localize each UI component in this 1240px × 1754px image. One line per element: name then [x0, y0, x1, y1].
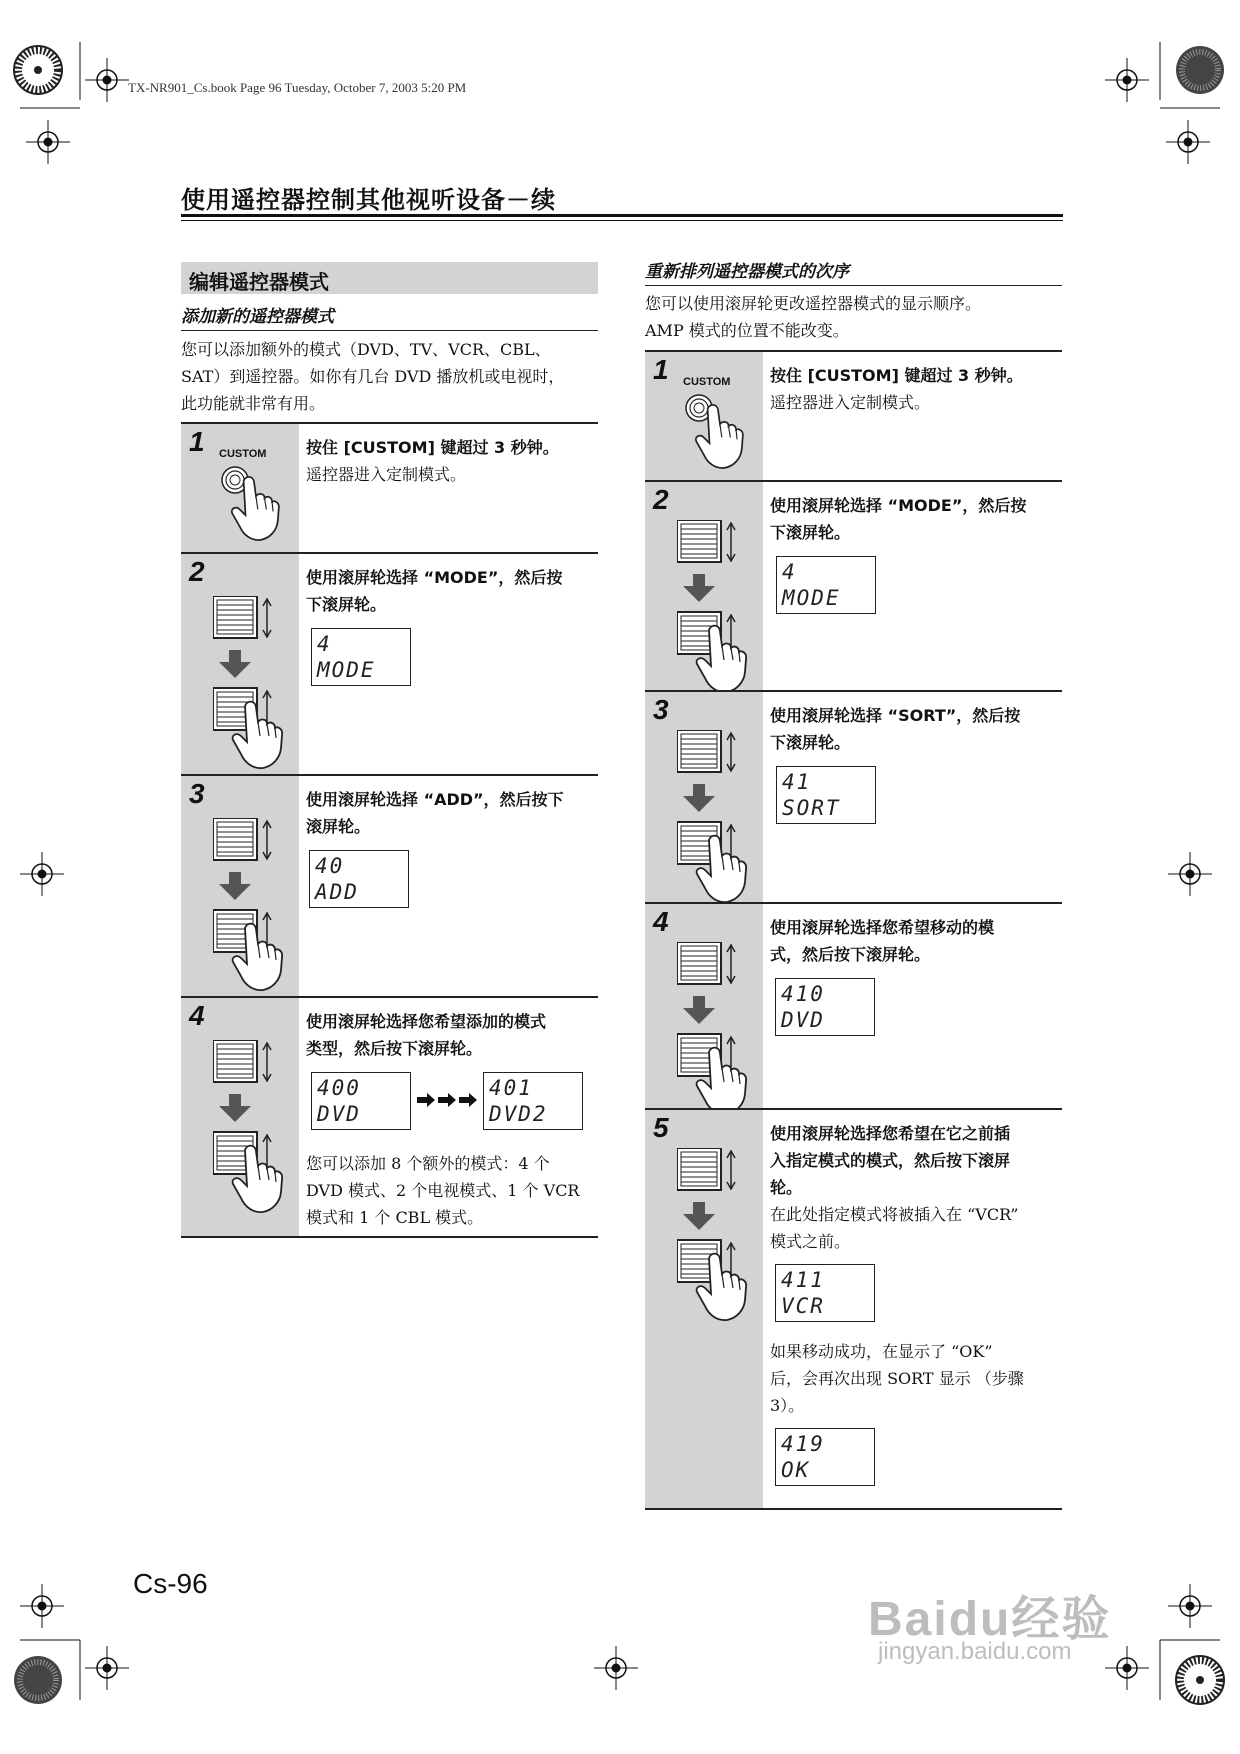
- step-number: 2: [653, 484, 669, 515]
- registration-mark-icon: [26, 120, 70, 164]
- left-intro: 您可以添加额外的模式（DVD、TV、VCR、CBL、 SAT）到遥控器。如你有几台 DVD 播放机或电视时， 此功能就非常有用。: [181, 340, 565, 413]
- right-subhead: 重新排列遥控器模式的次序: [645, 262, 849, 282]
- starburst-icon: [14, 1656, 62, 1704]
- step-number: 4: [653, 906, 669, 937]
- custom-button-press-icon: [681, 390, 761, 480]
- step-number: 3: [653, 694, 669, 725]
- registration-mark-icon: [20, 1584, 64, 1628]
- right-step-1: 1 CUSTOM 按住 [CUSTOM] 键超过 3 秒钟。 遥控器进入定制模式。: [645, 350, 1062, 482]
- scroll-wheel-icon: [677, 730, 767, 902]
- left-step-4: 4 使用滚屏轮选择您希望添加的模式 类型，然后按下滚屏轮。 400 DVD 401 DVD2 您可以添加 8 个额外的模式：4 个 DVD 模式、2 个电视模式、1 个 VCR 模式和 1 个 CBL 模式。: [181, 996, 598, 1238]
- subhead-rule: [181, 330, 598, 331]
- page-title: 使用遥控器控制其他视听设备－续: [181, 186, 556, 214]
- lcd-display: 411 VCR: [775, 1264, 875, 1322]
- scroll-wheel-icon: [677, 942, 767, 1110]
- page-number: Cs-96: [133, 1568, 208, 1599]
- pdf-header: TX-NR901_Cs.book Page 96 Tuesday, October 7, 2003 5:20 PM: [128, 80, 467, 95]
- right-step-5: 5 使用滚屏轮选择您希望在它之前插 入指定模式的模式，然后按下滚屏 轮。 在此处指定模式将被插入在 “VCR” 模式之前。 411 VCR 如果移动成功，在显示了 “OK” 后，会再次出现 SORT 显示 （步骤 3）。 419 OK: [645, 1108, 1062, 1510]
- right-intro: 您可以使用滚屏轮更改遥控器模式的显示顺序。 AMP 模式的位置不能改变。: [645, 294, 982, 340]
- custom-label: CUSTOM: [219, 448, 267, 460]
- lcd-display: 401 DVD2: [483, 1072, 583, 1130]
- step-bottom-rule: [181, 1236, 598, 1238]
- lcd-display: 4 MODE: [776, 556, 876, 614]
- registration-mark-icon: [85, 58, 129, 102]
- left-step-3: 3 使用滚屏轮选择 “ADD”，然后按下 滚屏轮。 40 ADD: [181, 774, 598, 998]
- step-bottom-rule: [645, 1508, 1062, 1510]
- lcd-display: 41 SORT: [776, 766, 876, 824]
- step-number: 3: [189, 778, 205, 809]
- arrow-sequence-icon: [417, 1090, 479, 1110]
- right-step-4: 4 使用滚屏轮选择您希望移动的模 式，然后按下滚屏轮。 410 DVD: [645, 902, 1062, 1110]
- registration-mark-icon: [1168, 1584, 1212, 1628]
- scroll-wheel-icon: [213, 596, 303, 776]
- lcd-display: 419 OK: [775, 1428, 875, 1486]
- right-step-3: 3 使用滚屏轮选择 “SORT”，然后按 下滚屏轮。 41 SORT: [645, 690, 1062, 904]
- scroll-wheel-icon: [677, 520, 767, 692]
- registration-mark-icon: [20, 852, 64, 896]
- subhead-rule: [645, 285, 1062, 286]
- watermark: Baidu经验 jingyan.baidu.com: [868, 1593, 1112, 1665]
- right-step-2: 2 使用滚屏轮选择 “MODE”，然后按 下滚屏轮。 4 MODE: [645, 480, 1062, 692]
- step-number: 1: [189, 426, 205, 457]
- registration-mark-icon: [1168, 852, 1212, 896]
- section-heading: 编辑遥控器模式: [181, 262, 598, 294]
- left-step-2: 2 使用滚屏轮选择 “MODE”，然后按 下滚屏轮。 4 MODE: [181, 552, 598, 776]
- registration-mark-icon: [594, 1646, 638, 1690]
- step-number: 5: [653, 1112, 669, 1143]
- scroll-wheel-icon: [677, 1148, 767, 1328]
- registration-mark-icon: [1166, 120, 1210, 164]
- lcd-display: 40 ADD: [309, 850, 409, 908]
- starburst-icon: [1176, 1656, 1224, 1704]
- step-number: 1: [653, 354, 669, 385]
- left-step-1: 1 CUSTOM 按住 [CUSTOM] 键超过 3 秒钟。 遥控器进入定制模式。: [181, 422, 598, 554]
- lcd-display: 410 DVD: [775, 978, 875, 1036]
- registration-mark-icon: [85, 1646, 129, 1690]
- registration-mark-icon: [1105, 58, 1149, 102]
- custom-button-press-icon: [217, 462, 297, 552]
- lcd-display: 400 DVD: [311, 1072, 411, 1130]
- left-subhead: 添加新的遥控器模式: [181, 307, 334, 327]
- lcd-display: 4 MODE: [311, 628, 411, 686]
- title-rule: [181, 220, 1063, 221]
- step-number: 2: [189, 556, 205, 587]
- step-number: 4: [189, 1000, 205, 1031]
- scroll-wheel-icon: [213, 818, 303, 998]
- title-rule: [181, 214, 1063, 217]
- starburst-icon: [14, 46, 62, 94]
- starburst-icon: [1176, 46, 1224, 94]
- scroll-wheel-icon: [213, 1040, 303, 1220]
- custom-label: CUSTOM: [683, 376, 731, 388]
